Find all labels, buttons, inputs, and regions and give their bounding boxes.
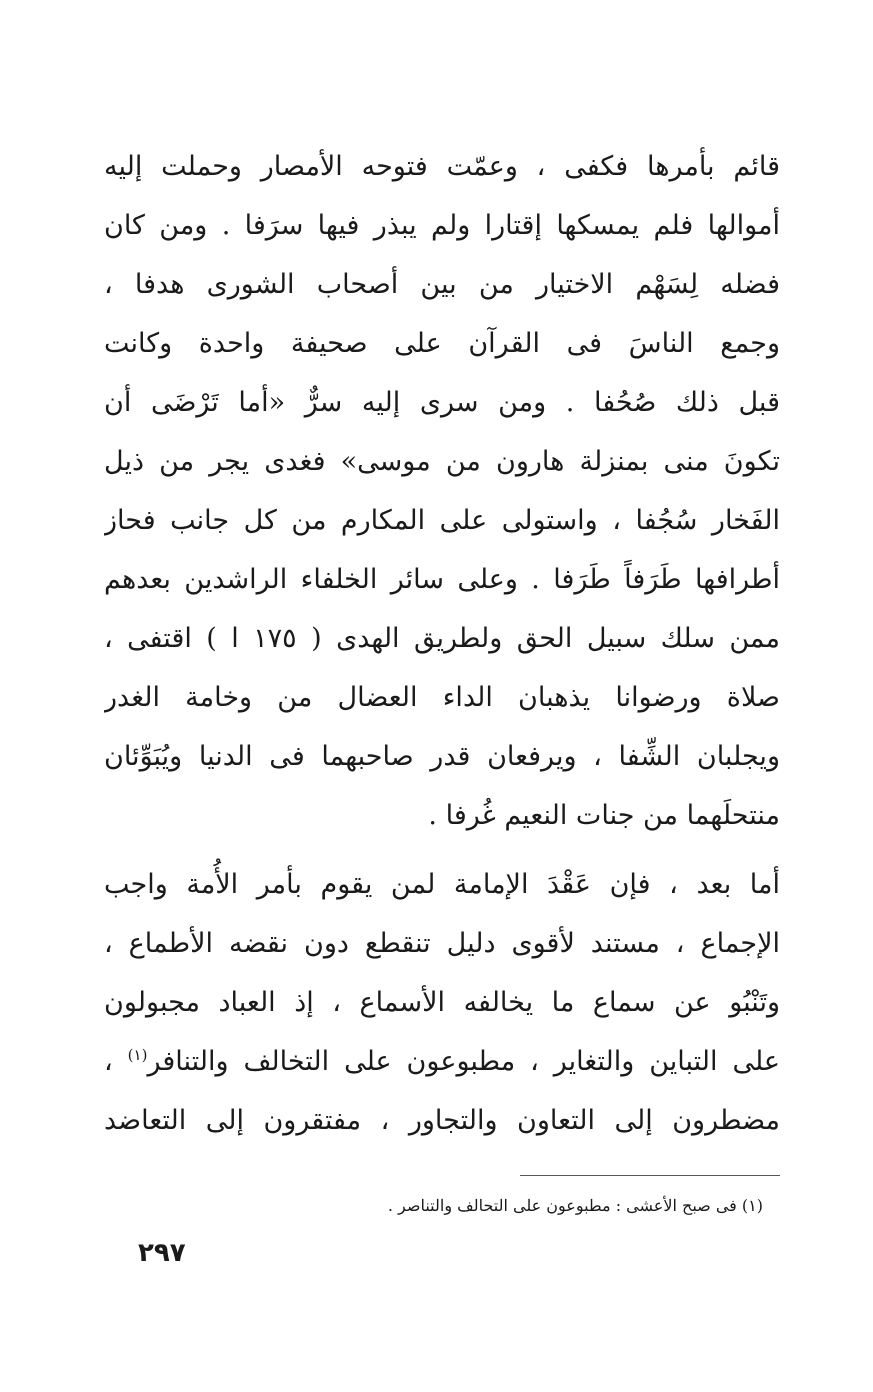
text-line: الفَخار سُجُفا ، واستولى على المكارم من كل جانب فحاز	[104, 505, 780, 536]
text-line: ممن سلك سبيل الحق ولطريق الهدى ( ١٧٥ ا ) اقتفى ،	[104, 623, 780, 654]
paragraph-2	[104, 855, 780, 1150]
text-line: ويجلبان الشِّفا ، ويرفعان قدر صاحبهما فى الدنيا ويُبَوِّئان	[104, 741, 780, 772]
text-line: أما بعد ، فإن عَقْدَ الإمامة لمن يقوم بأمر الأُمة واجب	[104, 869, 780, 900]
text-line: فضله لِسَهْم الاختيار من بين أصحاب الشورى هدفا ،	[104, 269, 780, 300]
text-line-with-footnote-ref	[104, 1032, 780, 1091]
text-line: صلاة ورضوانا يذهبان الداء العضال من وخامة الغدر	[104, 682, 780, 713]
text-line: وتَنْبُو عن سماع ما يخالفه الأسماع ، إذ العباد مجبولون	[104, 987, 780, 1018]
paragraph-1	[104, 137, 780, 845]
text-line: أموالها فلم يمسكها إقتارا ولم يبذر فيها سرَفا . ومن كان	[104, 210, 780, 241]
text-line: وجمع الناسَ فى القرآن على صحيفة واحدة وكانت	[104, 328, 780, 359]
footnote-marker: (١)	[741, 1196, 763, 1215]
page-number: ٢٩٧	[138, 1238, 186, 1268]
footnote-text: فى صبح الأعشى : مطبوعون على التحالف والتناصر .	[387, 1196, 737, 1215]
footnote-reference: (١)	[127, 1046, 148, 1064]
line-end-comma: ،	[104, 1046, 113, 1077]
text-line: تكونَ منى بمنزلة هارون من موسى» فغدى يجر من ذيل	[104, 446, 780, 477]
text-line-content: على التباين والتغاير ، مطبوعون على التخالف والتنافر	[147, 1046, 780, 1077]
text-line: منتحلَهما من جنات النعيم غُرفا .	[428, 800, 780, 831]
footnote-divider	[520, 1175, 780, 1176]
text-line: قبل ذلك صُحُفا . ومن سرى إليه سرٌّ «أما تَرْضَى أن	[104, 387, 780, 418]
text-line: أطرافها طَرَفاً طَرَفا . وعلى سائر الخلفاء الراشدين بعدهم	[104, 564, 780, 595]
text-line: مضطرون إلى التعاون والتجاور ، مفتقرون إلى التعاضد	[104, 1105, 780, 1136]
footnote	[263, 1193, 763, 1219]
text-line: الإجماع ، مستند لأقوى دليل تنقطع دون نقضه الأطماع ،	[104, 928, 780, 959]
text-line: قائم بأمرها فكفى ، وعمّت فتوحه الأمصار وحملت إليه	[104, 151, 780, 182]
